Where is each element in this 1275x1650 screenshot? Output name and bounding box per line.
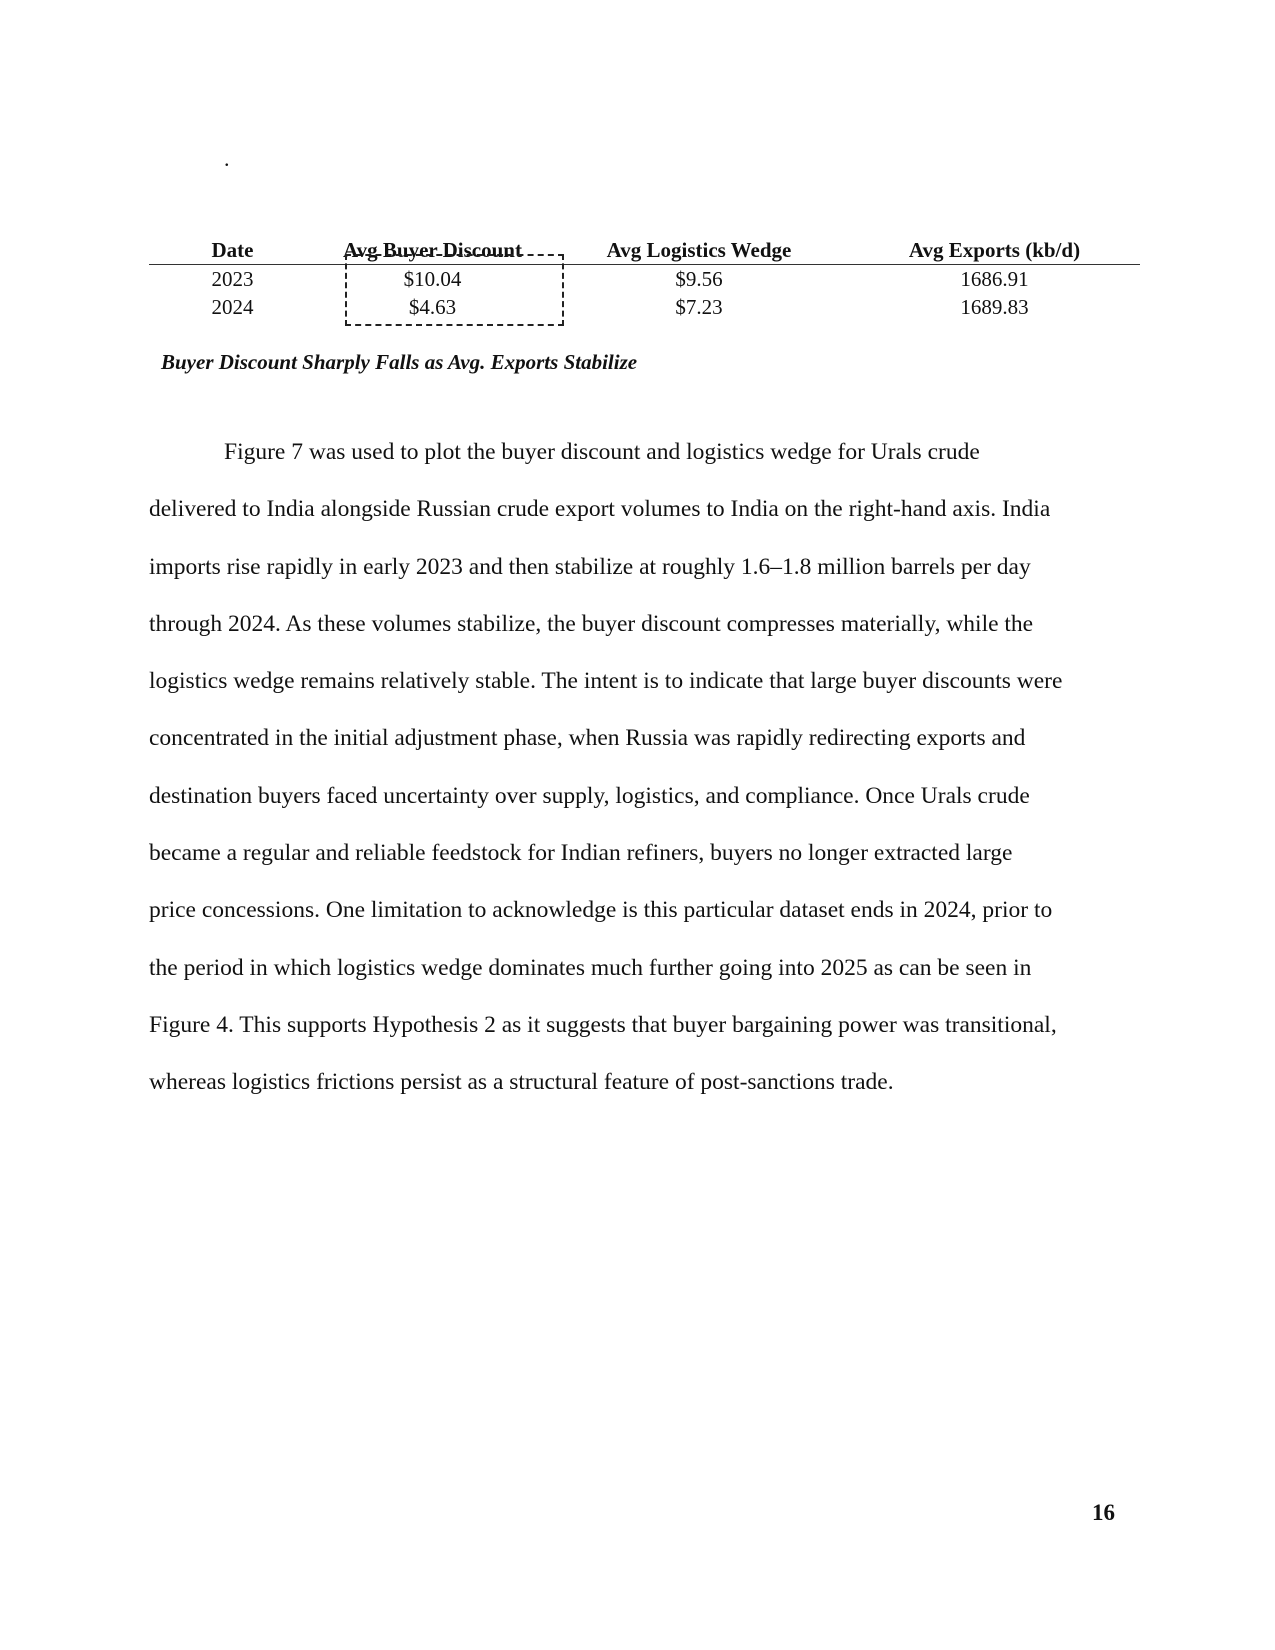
cell-buyer-discount: $4.63 xyxy=(408,295,457,319)
paragraph-line: the period in which logistics wedge dominates much further going into 2025 as can be seen in xyxy=(149,954,1032,981)
paragraph-line: concentrated in the initial adjustment phase, when Russia was rapidly redirecting exports and xyxy=(149,725,1026,752)
cell-date: 2023 xyxy=(211,267,254,291)
paragraph-line: through 2024. As these volumes stabilize, the buyer discount compresses materially, while the xyxy=(149,610,1034,637)
paragraph-line: became a regular and reliable feedstock for Indian refiners, buyers no longer extracted large xyxy=(149,840,1013,867)
summary-table xyxy=(149,236,1140,321)
table-row xyxy=(149,265,1140,294)
paragraph-line: delivered to India alongside Russian crude export volumes to India on the right-hand axis. India xyxy=(149,496,1051,523)
cell-date: 2024 xyxy=(211,295,254,319)
cell-logistics-wedge: $9.56 xyxy=(675,267,723,291)
paragraph-line: whereas logistics frictions persist as a structural feature of post-sanctions trade. xyxy=(149,1069,894,1096)
header-logistics-wedge: Avg Logistics Wedge xyxy=(549,236,849,265)
table-caption: Buyer Discount Sharply Falls as Avg. Exports Stabilize xyxy=(161,350,638,374)
paragraph-line: Figure 7 was used to plot the buyer discount and logistics wedge for Urals crude xyxy=(224,439,980,465)
header-exports: Avg Exports (kb/d) xyxy=(849,236,1140,265)
paragraph-line: logistics wedge remains relatively stable. The intent is to indicate that large buyer discounts were xyxy=(149,668,1063,695)
page-number: 16 xyxy=(1092,1500,1115,1525)
cell-logistics-wedge: $7.23 xyxy=(675,295,723,319)
paragraph-line: imports rise rapidly in early 2023 and then stabilize at roughly 1.6–1.8 million barrels per day xyxy=(149,553,1031,580)
table-row xyxy=(149,293,1140,321)
paragraph-line: destination buyers faced uncertainty over supply, logistics, and compliance. Once Urals crude xyxy=(149,782,1030,809)
stray-dot: . xyxy=(224,146,230,171)
paragraph-line: price concessions. One limitation to acknowledge is this particular dataset ends in 2024, prior to xyxy=(149,897,1053,924)
table-header-row xyxy=(149,236,1140,265)
cell-exports: 1689.83 xyxy=(960,295,1029,319)
header-date: Date xyxy=(149,236,316,265)
header-buyer-discount: Avg Buyer Discount xyxy=(316,236,549,265)
cell-exports: 1686.91 xyxy=(960,267,1029,291)
body-paragraph xyxy=(149,424,1139,1112)
cell-buyer-discount: $10.04 xyxy=(403,267,462,291)
paragraph-line: Figure 4. This supports Hypothesis 2 as it suggests that buyer bargaining power was transitional, xyxy=(149,1011,1057,1038)
